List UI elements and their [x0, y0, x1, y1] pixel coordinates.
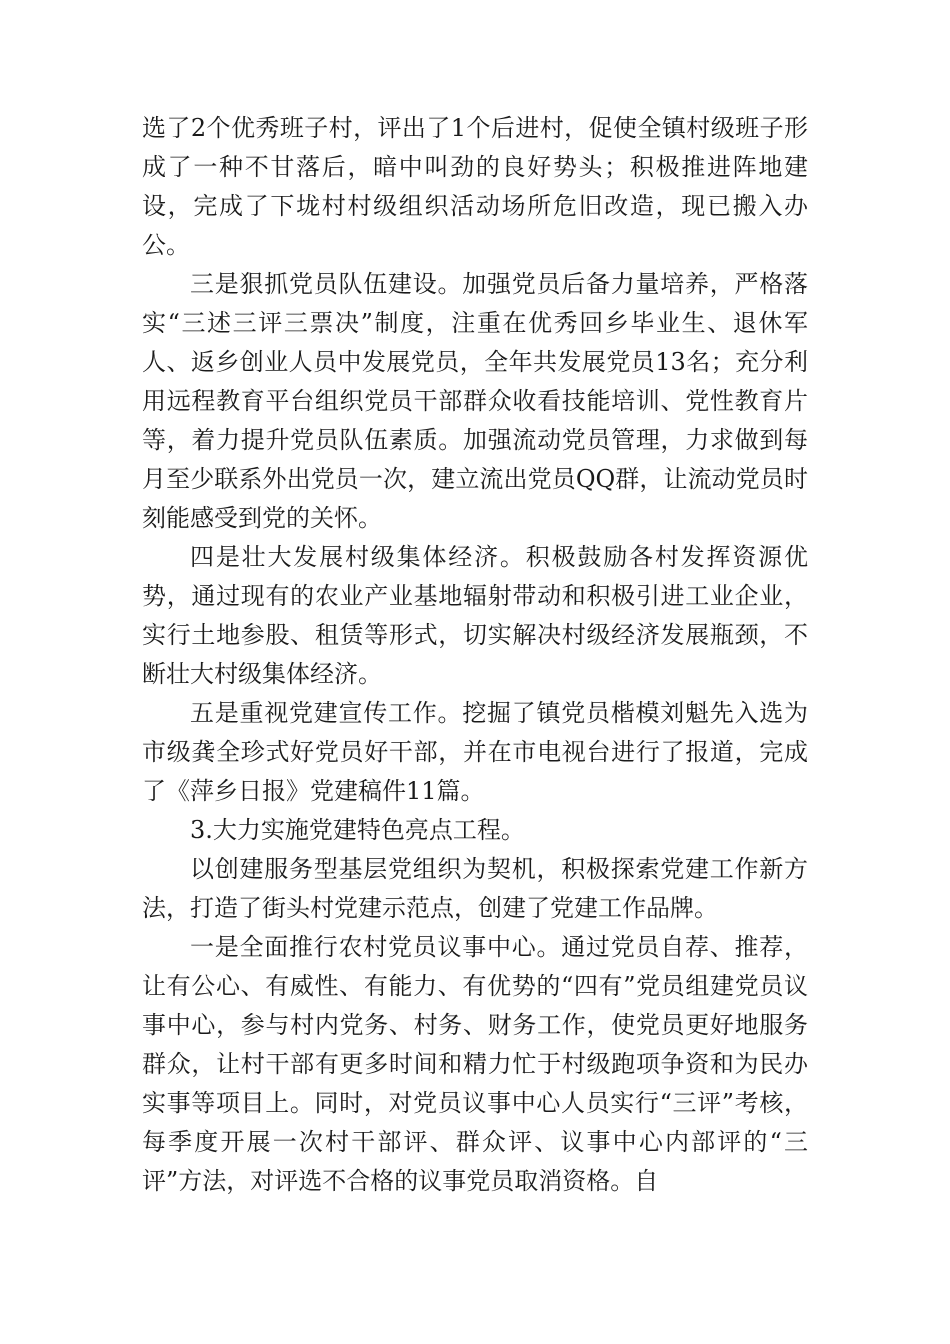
- paragraph-2: 三是狠抓党员队伍建设。加强党员后备力量培养，严格落实“三述三评三票决”制度，注重在优秀回乡毕业生、退休军人、返乡创业人员中发展党员，全年共发展党员13名；充分利用远程教育平台组织党员干部群众收看技能培训、党性教育片等，着力提升党员队伍素质。加强流动党员管理，力求做到每月至少联系外出党员一次，建立流出党员QQ群，让流动党员时刻能感受到党的关怀。: [142, 270, 808, 532]
- paragraph-5: 以创建服务型基层党组织为契机，积极探索党建工作新方法，打造了街头村党建示范点，创建了党建工作品牌。: [142, 855, 808, 922]
- paragraph-6: 一是全面推行农村党员议事中心。通过党员自荐、推荐，让有公心、有威性、有能力、有优势的“四有”党员组建党员议事中心，参与村内党务、村务、财务工作，使党员更好地服务群众，让村干部有更多时间和精力忙于村级跑项争资和为民办实事等项目上。同时，对党员议事中心人员实行“三评”考核，每季度开展一次村干部评、群众评、议事中心内部评的“三评”方法，对评选不合格的议事党员取消资格。自: [142, 933, 808, 1195]
- paragraph-1: 选了2个优秀班子村，评出了1个后进村，促使全镇村级班子形成了一种不甘落后，暗中叫劲的良好势头；积极推进阵地建设，完成了下垅村村级组织活动场所危旧改造，现已搬入办公。: [142, 114, 808, 259]
- paragraph-4: 五是重视党建宣传工作。挖掘了镇党员楷模刘魁先入选为市级龚全珍式好党员好干部，并在市电视台进行了报道，完成了《萍乡日报》党建稿件11篇。: [142, 699, 808, 805]
- section-heading: 3.大力实施党建特色亮点工程。: [190, 816, 525, 844]
- paragraph-3: 四是壮大发展村级集体经济。积极鼓励各村发挥资源优势，通过现有的农业产业基地辐射带动和积极引进工业企业，实行土地参股、租赁等形式，切实解决村级经济发展瓶颈，不断壮大村级集体经济。: [142, 543, 808, 688]
- document-body: [142, 109, 808, 1201]
